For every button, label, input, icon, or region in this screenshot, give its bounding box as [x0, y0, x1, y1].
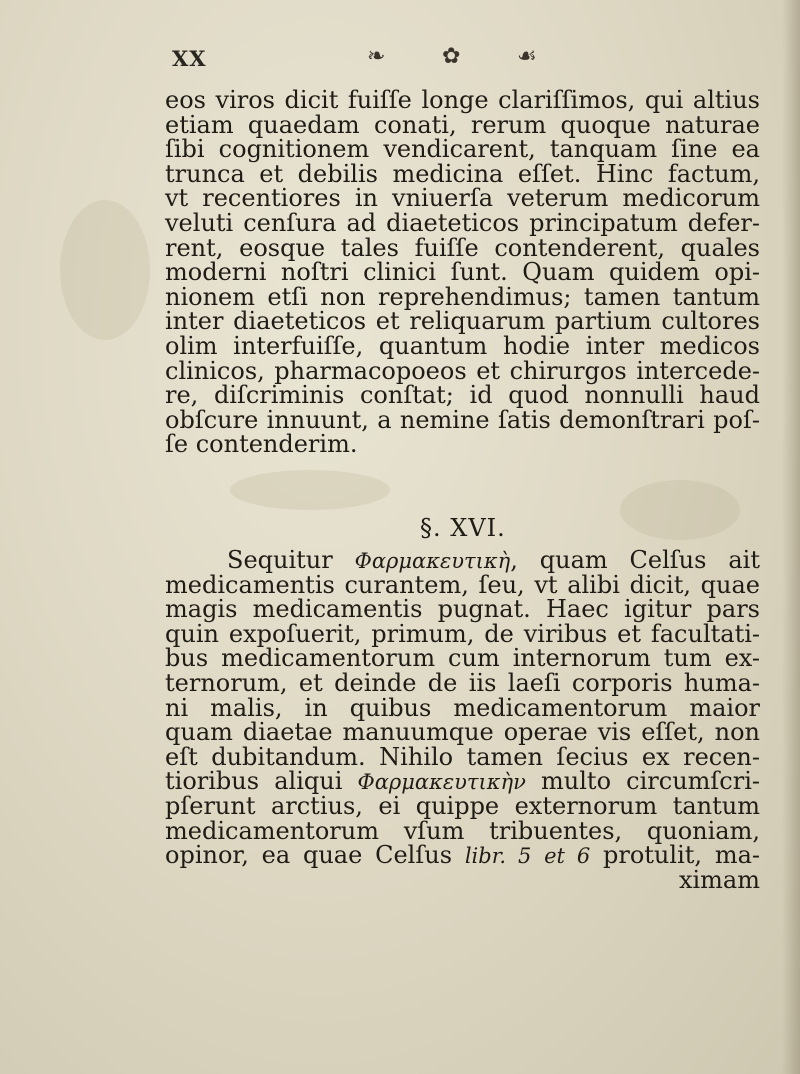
citation-ref: libr. 5 [464, 844, 532, 869]
citation-ref: et 6 [544, 844, 591, 869]
paper-stain [230, 470, 390, 510]
text-line: veluti cenſura ad diaeteticos principatum defer- [165, 208, 760, 237]
text-line: clinicos, pharmacopoeos et chirurgos intercede- [165, 356, 760, 385]
text-line: bus medicamentorum cum internorum tum ex- [165, 644, 760, 673]
text-line: trunca et debilis medicina eſſet. Hinc factum, [165, 159, 760, 188]
text-line: medicamentis curantem, ſeu, vt alibi dicit, quae [165, 570, 760, 599]
text-line: vt recentiores in vniuerſa veterum medicorum [165, 184, 760, 213]
text-line: inter diaeteticos et reliquarum partium cultores [165, 307, 760, 336]
text-line: eos viros dicit fuiſſe longe clariſſimos, qui altius [165, 86, 760, 114]
text-line: magis medicamentis pugnat. Haec igitur pars [165, 595, 760, 624]
text-run: Sequitur [227, 546, 355, 574]
text-line: ſe contenderim. [165, 430, 358, 459]
text-line: etiam quaedam conati, rerum quoque naturae [165, 110, 760, 139]
page-header [172, 42, 592, 78]
text-line: eſt dubitandum. Nihilo tamen ſecius ex recen- [165, 742, 760, 771]
text-line: ternorum, et deinde de iis laeſi corporis huma- [165, 668, 760, 697]
paper-stain [620, 480, 740, 540]
text-line: moderni noſtri clinici ſunt. Quam quidem opi- [165, 258, 760, 287]
text-line: medicamentorum vſum tribuentes, quoniam, [165, 816, 760, 845]
text-line: obſcure innuunt, a nemine ſatis demonſtrari poſ- [165, 405, 760, 434]
fleuron-ornament-right-icon: ☙ [517, 44, 537, 69]
text-run: protulit, ma- [590, 841, 760, 870]
text-line: re, diſcriminis conſtat; id quod nonnulli haud [165, 381, 760, 410]
paragraph-1 [165, 88, 760, 457]
text-run: opinor, ea quae Celſus [165, 841, 465, 870]
text-line [165, 769, 760, 794]
text-line: quam diaetae manuumque operae vis eſſet, non [165, 718, 760, 747]
text-line: ſibi cognitionem vendicarent, tanquam ſine ea [165, 135, 760, 164]
page-edge-shadow [782, 0, 800, 1074]
text-line: olim interfuiſſe, quantum hodie inter medicos [165, 331, 760, 360]
text-line [165, 548, 760, 573]
greek-term: Φαρμακευτικὴ [354, 549, 511, 573]
paragraph-2 [165, 548, 760, 892]
page-number: XX [172, 46, 207, 71]
greek-term: Φαρμακευτικὴν [357, 770, 526, 795]
text-line: pſerunt arctius, ei quippe externorum tantum [165, 791, 760, 820]
text-run: , quam Celſus ait [510, 546, 760, 574]
text-line: rent, eosque tales fuiſſe contenderent, quales [165, 233, 760, 262]
catchword: ximam [678, 865, 760, 894]
section-heading: §. XVI. [420, 514, 506, 542]
text-run [531, 841, 544, 869]
text-run: multo circumſcri- [525, 767, 760, 796]
text-line: ni malis, in quibus medicamentorum maior [165, 693, 760, 722]
text-line: quin expoſuerit, primum, de viribus et facultati- [165, 619, 760, 648]
text-line: nionem etſi non reprehendimus; tamen tantum [165, 282, 760, 311]
text-line [165, 843, 760, 868]
paper-stain [60, 200, 150, 340]
text-run: tioribus aliqui [165, 767, 358, 796]
fleuron-ornament-left-icon: ❧ [367, 44, 386, 69]
fleuron-ornament-center-icon: ✿ [442, 44, 461, 69]
